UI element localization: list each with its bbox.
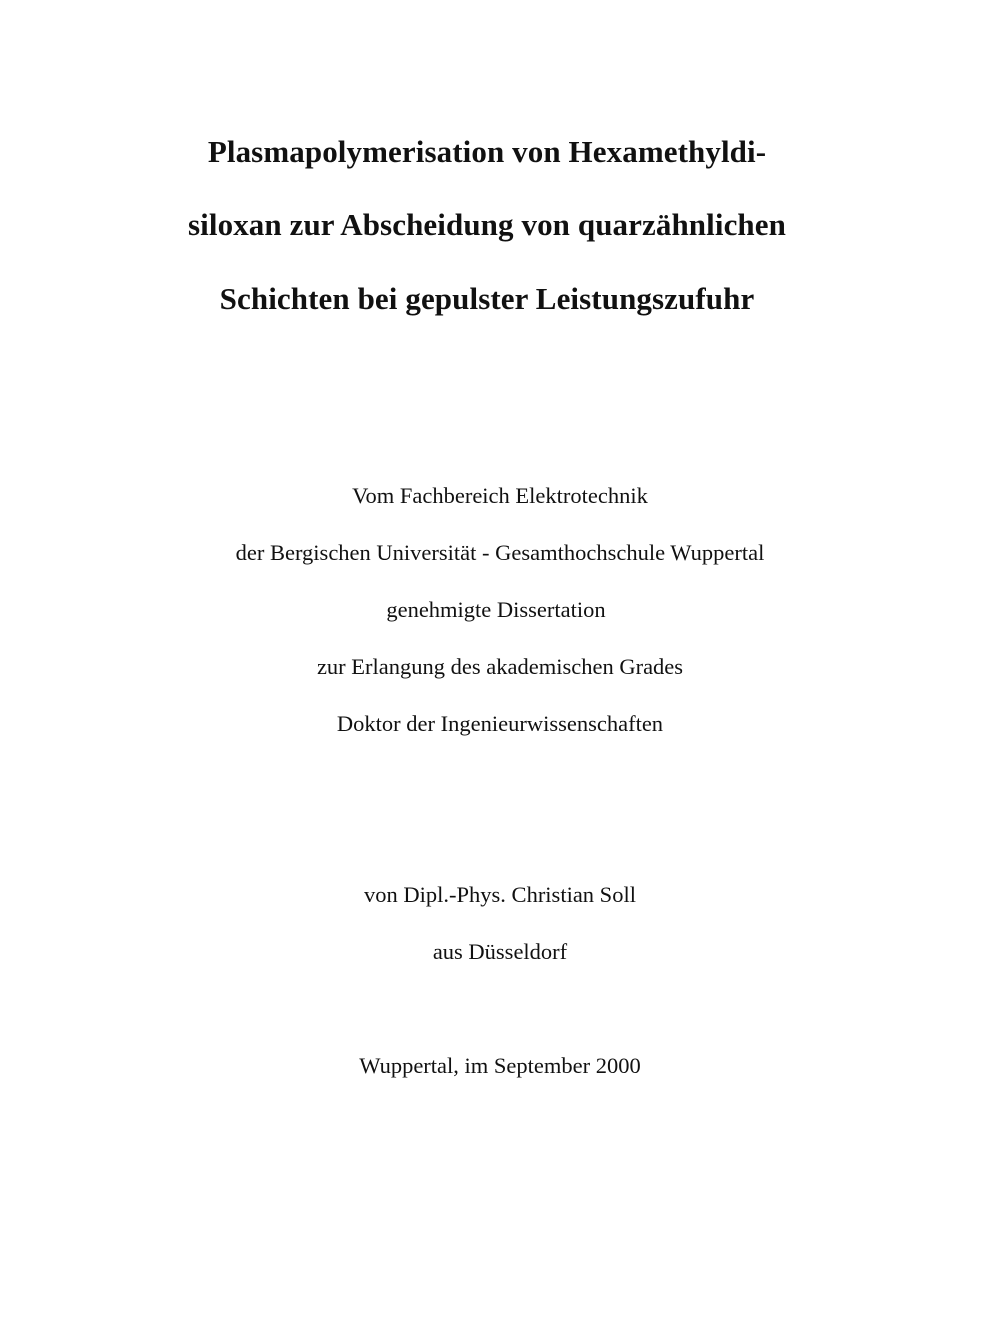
title-line-1: Plasmapolymerisation von Hexamethyldi- [207,134,767,169]
faculty-line: Vom Fachbereich Elektrotechnik [352,483,648,508]
university-line: der Bergischen Universität - Gesamthochschule Wuppertal [235,540,765,565]
approved-dissertation-line: genehmigte Dissertation [386,597,606,622]
author-origin-line: aus Düsseldorf [432,939,568,964]
title-line-3: Schichten bei gepulster Leistungszufuhr [219,281,755,316]
place-date-line: Wuppertal, im September 2000 [359,1053,641,1078]
degree-purpose-line: zur Erlangung des akademischen Grades [316,654,684,679]
title-line-2: siloxan zur Abscheidung von quarzähnlichen [188,207,786,242]
author-line: von Dipl.-Phys. Christian Soll [364,882,636,907]
degree-title-line: Doktor der Ingenieurwissenschaften [336,711,664,736]
